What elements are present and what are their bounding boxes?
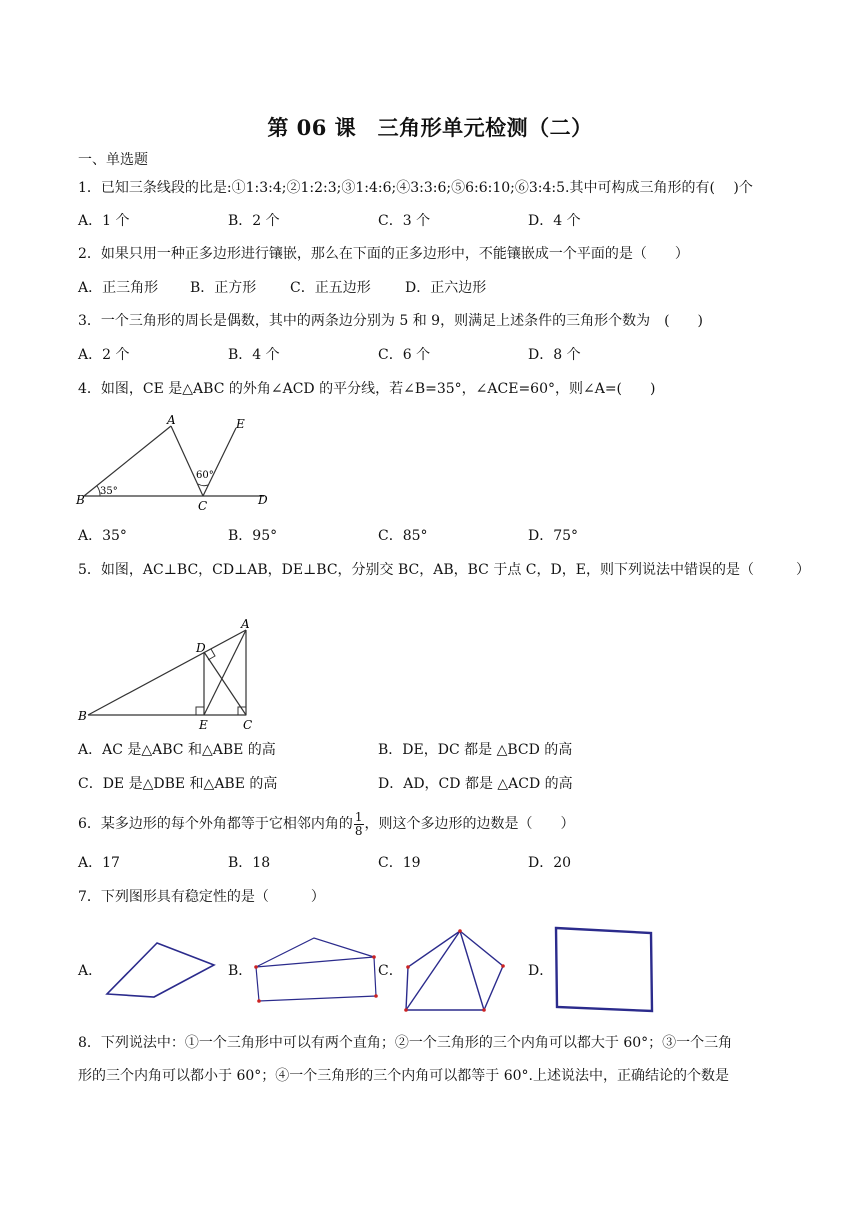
page-title: 第 06 课 三角形单元检测（二） <box>267 115 593 140</box>
q2-option-c: C．正五边形 <box>290 280 371 296</box>
q1-option-a: A．1 个 <box>78 213 130 229</box>
question-8-line-1: 8．下列说法中：①一个三角形中可以有两个直角；②一个三角形的三个内角可以都大于 60°；③一个三角 <box>78 1035 733 1051</box>
q4-label-e: E <box>236 417 245 431</box>
q6-fraction-denominator: 8 <box>354 823 363 838</box>
q7-figure-c-triangulated <box>398 926 510 1014</box>
q6-option-c: C．19 <box>378 855 421 871</box>
q4-option-a: A．35° <box>78 528 127 544</box>
question-5-stem: 5．如图，AC⊥BC，CD⊥AB，DE⊥BC，分别交 BC，AB，BC 于点 C，D，E，则下列说法中错误的是（ ） <box>78 562 810 578</box>
q5-label-c: C <box>243 718 253 732</box>
q6-stem-before: 6．某多边形的每个外角都等于它相邻内角的 <box>78 816 353 832</box>
question-8-line-2: 形的三个内角可以都小于 60°；④一个三角形的三个内角可以都等于 60°.上述说法中，正确结论的个数是 <box>78 1068 729 1084</box>
q6-stem-after: ，则这个多边形的边数是（ ） <box>364 816 575 832</box>
q5-option-a: A．AC 是△ABC 和△ABE 的高 <box>78 742 276 758</box>
q4-label-a: A <box>167 413 176 427</box>
section-heading: 一、单选题 <box>78 152 148 168</box>
q5-label-b: B <box>78 709 87 723</box>
question-4-stem: 4．如图，CE 是△ABC 的外角∠ACD 的平分线，若∠B=35°，∠ACE=60°，则∠A=( ) <box>78 381 656 397</box>
q5-option-b: B．DE，DC 都是 △BCD 的高 <box>378 742 573 758</box>
q3-option-c: C．6 个 <box>378 347 431 363</box>
q3-option-d: D．8 个 <box>528 347 581 363</box>
q1-option-d: D．4 个 <box>528 213 581 229</box>
q5-label-d: D <box>196 641 206 655</box>
q7-option-a-label: A． <box>78 963 103 979</box>
q4-option-b: B．95° <box>228 528 278 544</box>
q7-option-d-label: D． <box>528 963 554 979</box>
q6-option-b: B．18 <box>228 855 271 871</box>
q6-option-a: A．17 <box>78 855 120 871</box>
q7-option-b-label: B． <box>228 963 253 979</box>
q7-figure-d-rectangle <box>550 922 660 1016</box>
q4-label-c: C <box>198 499 208 513</box>
question-6-stem <box>78 810 575 838</box>
q4-option-c: C．85° <box>378 528 428 544</box>
q4-option-d: D．75° <box>528 528 579 544</box>
q4-figure <box>74 412 274 516</box>
q5-label-a: A <box>241 617 250 631</box>
q5-option-d: D．AD，CD 都是 △ACD 的高 <box>378 776 573 792</box>
q4-angle-c: 60° <box>196 470 214 481</box>
q3-option-b: B．4 个 <box>228 347 280 363</box>
q2-option-d: D．正六边形 <box>405 280 487 296</box>
q4-label-d: D <box>258 493 268 507</box>
question-3-stem: 3．一个三角形的周长是偶数，其中的两条边分别为 5 和 9，则满足上述条件的三角形个数为 ( ) <box>78 313 703 329</box>
q5-label-e: E <box>199 718 208 732</box>
q5-option-c: C．DE 是△DBE 和△ABE 的高 <box>78 776 278 792</box>
q3-option-a: A．2 个 <box>78 347 130 363</box>
q6-fraction <box>354 811 364 838</box>
q2-option-a: A．正三角形 <box>78 280 159 296</box>
q4-label-b: B <box>76 493 85 507</box>
q1-option-c: C．3 个 <box>378 213 431 229</box>
q1-option-b: B．2 个 <box>228 213 280 229</box>
q6-option-d: D．20 <box>528 855 572 871</box>
q4-angle-b: 35° <box>100 486 118 497</box>
question-1-stem: 1．已知三条线段的比是:①1:3:4;②1:2:3;③1:4:6;④3:3:6;⑤6:6:10;⑥3:4:5.其中可构成三角形的有( )个 <box>78 180 753 196</box>
question-2-stem: 2．如果只用一种正多边形进行镶嵌，那么在下面的正多边形中，不能镶嵌成一个平面的是（ ） <box>78 246 689 262</box>
q7-figure-b-pentagon <box>250 932 382 1006</box>
q7-figure-a-quadrilateral <box>100 936 220 1002</box>
q6-fraction-numerator: 1 <box>354 809 363 824</box>
q7-option-c-label: C． <box>378 963 403 979</box>
q5-figure <box>74 614 264 732</box>
question-7-stem: 7．下列图形具有稳定性的是（ ） <box>78 889 325 905</box>
q2-option-b: B．正方形 <box>190 280 257 296</box>
